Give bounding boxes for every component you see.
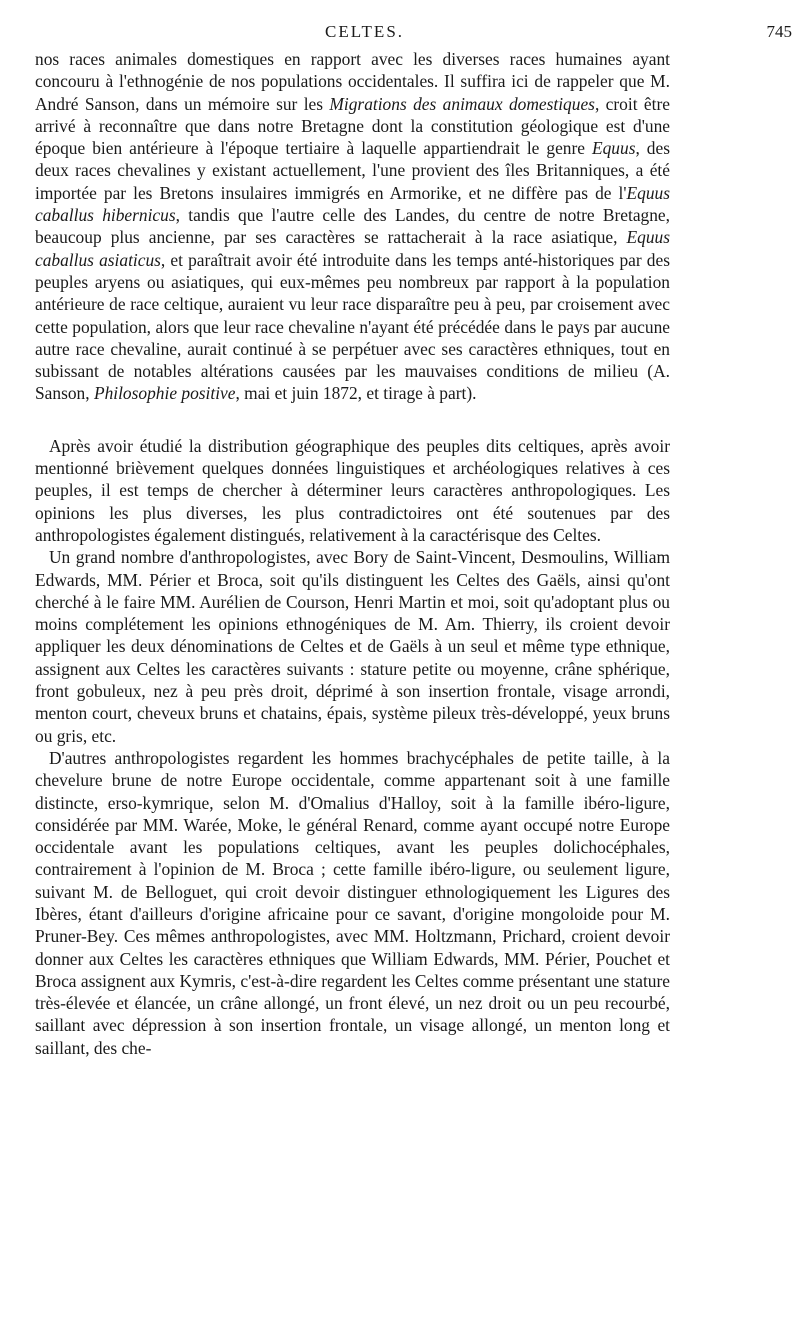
italic-segment: Migrations des animaux domestiques [329,93,595,114]
text-segment: Un grand nombre d'anthropologistes, avec Bory de Saint-Vincent, Desmoulins, William Edwards, MM. Périer et Broca, soit qu'ils distinguent les Celtes des Gaëls, ainsi qu'ont cherché à le faire MM. Aurélien de Courson, Henri Martin et moi, soit qu'adoptant plus ou moins complétement les opinions ethnogéniques de M. Am. Thierry, ils croient devoir appliquer les deux dénominations de Celtes et de Gaëls à un seul et même type ethnique, assignent aux Celtes les caractères suivants : stature petite ou moyenne, crâne sphérique, front gobuleux, nez à peu près droit, déprimé à son insertion frontale, visage arrondi, menton court, cheveux bruns et chatains, épais, système pileux très-développé, yeux bruns ou gris, etc. [35,547,670,746]
page-number: 745 [766,22,792,41]
running-title: CELTES. [325,22,405,41]
paragraph-2 [35,435,670,546]
text-segment: , tandis que l'autre celle des Landes, du centre de notre Bretagne, beaucoup plus ancienne, par ses caractères se rattacherait à la race asiatique, [35,205,670,248]
text-segment: , croit être arrivé à reconnaître que dans notre Bretagne dont la constitution géologique est d'une époque bien antérieure à l'époque tertiaire à laquelle appartiendrait le genre [35,93,670,159]
paragraph-4 [35,747,670,1059]
paragraph-1 [35,48,670,405]
text-segment: , des deux races chevalines y existant actuellement, l'une provient des îles Britanniques, a été importée par les Bretons insulaires immigrés en Armorike, et ne diffère pas de l' [35,138,670,203]
text-segment: Après avoir étudié la distribution géographique des peuples dits celtiques, après avoir mentionné brièvement quelques données linguistiques et archéologiques relatives à ces peuples, il est temps de chercher à déterminer leurs caractères anthropologiques. Les opinions les plus diverses, les plus contradictoires ont été soutenues par des anthropologistes également distingués, relativement à la caractérisque des Celtes. [35,435,670,545]
italic-segment: Equus [591,138,636,159]
italic-segment: Equus caballus hibernicus [35,182,670,226]
section-gap [35,405,670,435]
text-segment: nos races animales domestiques en rapport avec les diverses races humaines ayant concouru à l'ethnogénie de nos populations occidentales. Il suffira ici de rappeler que M. André Sanson, dans un mémoire sur les [35,49,670,114]
text-segment: D'autres anthropologistes regardent les hommes brachycéphales de petite taille, à la chevelure brune de notre Europe occidentale, comme appartenant soit à une famille distincte, erso-kymrique, selon M. d'Omalius d'Halloy, soit à la famille ibéro-ligure, considérée par MM. Warée, Moke, le général Renard, comme ayant occupé notre Europe occidentale avant les populations celtiques, avant les peuples dolichocéphales, contrairement à l'opinion de M. Broca ; cette famille ibéro-ligure, ou seulement ligure, suivant M. de Belloguet, qui croit devoir distinguer ethnologiquement les Ligures des Ibères, étant d'ailleurs d'origine africaine pour ce savant, d'origine mongoloide pour M. Pruner-Bey. Ces mêmes anthropologistes, avec MM. Holtzmann, Prichard, croient devoir donner aux Celtes les caractères ethniques que William Edwards, MM. Périer, Pouchet et Broca assignent aux Kymris, c'est-à-dire regardent les Celtes comme présentant une stature très-élevée et élancée, un crâne allongé, un front élevé, un nez droit ou un peu recourbé, saillant avec dépression à son insertion frontale, un visage allongé, un menton long et saillant, des che- [35,747,670,1058]
text-segment: , mai et juin 1872, et tirage à part). [235,383,477,404]
italic-segment: Equus caballus asiaticus [35,227,670,270]
italic-segment: Philosophie positive [93,383,236,404]
running-head [35,22,792,48]
body-text [35,48,670,1059]
paragraph-3 [35,546,670,747]
text-segment: , et paraîtrait avoir été introduite dans les temps anté-historiques par des peuples aryens ou asiatiques, qui eux-mêmes peu nombreux par rapport à la population antérieure de race celtique, auraient vu leur race disparaître peu à peu, par croisement avec cette population, alors que leur race chevaline n'ayant été précédée dans le pays par aucune autre race chevaline, aurait continué à se perpétuer avec ses caractères ethniques, tout en subissant de notables altérations causées par les mauvaises conditions de milieu (A. Sanson, [35,249,670,404]
